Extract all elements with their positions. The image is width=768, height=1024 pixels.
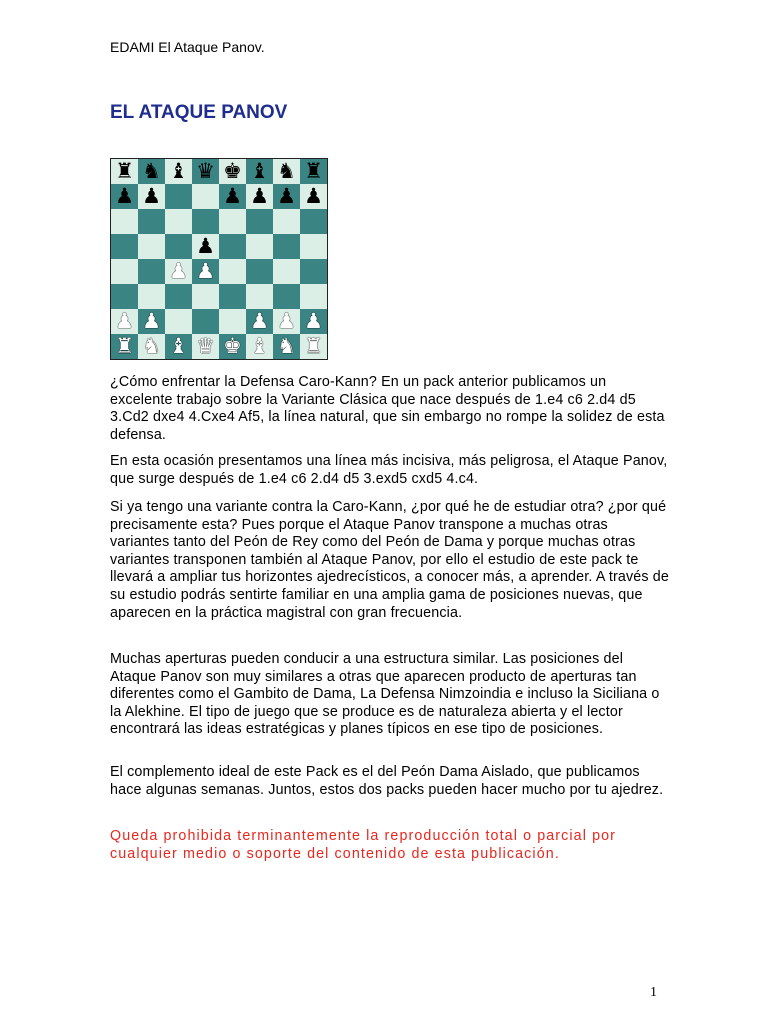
- paragraph-3: Si ya tengo una variante contra la Caro-Kann, ¿por qué he de estudiar otra? ¿por qué precisamente esta? Pues porque el Ataque Panov transpone a muchas otras variantes tanto del Peón de Rey como del Peón de Dama y porque muchas otras variantes transponen también al Ataque Panov, por ello el estudio de este pack te llevará a ampliar tus horizontes ajedrecísticos, a conocer más, a aprender. A través de su estudio podrás sentirte familiar en una amplia gama de posiciones nuevas, que aparecen en la práctica magistral con gran frecuencia.: [110, 499, 669, 621]
- paragraph-1: ¿Cómo enfrentar la Defensa Caro-Kann? En un pack anterior publicamos un excelente trabajo sobre la Variante Clásica que nace después de 1.e4 c6 2.d4 d5 3.Cd2 dxe4 4.Cxe4 Af5, la línea natural, que sin embargo no rompe la solidez de esta defensa.: [110, 374, 665, 443]
- black-king-icon-e8: ♚: [219, 159, 246, 184]
- board-square-g5: [273, 234, 300, 259]
- board-square-g4: [273, 259, 300, 284]
- black-pawn-icon-e7: ♟: [219, 184, 246, 209]
- chess-board-diagram: [110, 158, 328, 360]
- board-square-c2: [165, 309, 192, 334]
- white-pawn-icon-d4: ♟: [192, 259, 219, 284]
- white-pawn-icon-a2: ♟: [111, 309, 138, 334]
- white-queen-icon-d1: ♛: [192, 334, 219, 359]
- board-square-f5: [246, 234, 273, 259]
- white-king-icon-e1: ♚: [219, 334, 246, 359]
- board-square-b6: [138, 209, 165, 234]
- black-pawn-icon-f7: ♟: [246, 184, 273, 209]
- board-square-e3: [219, 284, 246, 309]
- black-bishop-icon-f8: ♝: [246, 159, 273, 184]
- black-bishop-icon-c8: ♝: [165, 159, 192, 184]
- board-square-d3: [192, 284, 219, 309]
- board-square-a3: [111, 284, 138, 309]
- board-square-h5: [300, 234, 327, 259]
- board-square-a4: [111, 259, 138, 284]
- board-square-f6: [246, 209, 273, 234]
- white-pawn-icon-b2: ♟: [138, 309, 165, 334]
- black-pawn-icon-b7: ♟: [138, 184, 165, 209]
- board-square-h3: [300, 284, 327, 309]
- board-square-e6: [219, 209, 246, 234]
- black-pawn-icon-g7: ♟: [273, 184, 300, 209]
- paragraph-5: El complemento ideal de este Pack es el del Peón Dama Aislado, que publicamos hace algunas semanas. Juntos, estos dos packs pueden hacer mucho por tu ajedrez.: [110, 764, 664, 798]
- white-pawn-icon-g2: ♟: [273, 309, 300, 334]
- white-pawn-icon-h2: ♟: [300, 309, 327, 334]
- black-queen-icon-d8: ♛: [192, 159, 219, 184]
- white-rook-icon-h1: ♜: [300, 334, 327, 359]
- board-square-c7: [165, 184, 192, 209]
- board-square-f4: [246, 259, 273, 284]
- black-pawn-icon-d5: ♟: [192, 234, 219, 259]
- white-bishop-icon-f1: ♝: [246, 334, 273, 359]
- board-square-c3: [165, 284, 192, 309]
- board-square-a5: [111, 234, 138, 259]
- board-square-d2: [192, 309, 219, 334]
- board-square-b5: [138, 234, 165, 259]
- board-square-a6: [111, 209, 138, 234]
- paragraph-2: En esta ocasión presentamos una línea más incisiva, más peligrosa, el Ataque Panov, que surge después de 1.e4 c6 2.d4 d5 3.exd5 cxd5 4.c4.: [110, 453, 668, 487]
- running-header: EDAMI El Ataque Panov.: [110, 39, 265, 55]
- board-square-h4: [300, 259, 327, 284]
- board-square-h6: [300, 209, 327, 234]
- white-pawn-icon-c4: ♟: [165, 259, 192, 284]
- white-bishop-icon-c1: ♝: [165, 334, 192, 359]
- board-square-b3: [138, 284, 165, 309]
- page-number: 1: [650, 985, 657, 1000]
- black-knight-icon-g8: ♞: [273, 159, 300, 184]
- paragraph-4: Muchas aperturas pueden conducir a una estructura similar. Las posiciones del Ataque Panov son muy similares a otras que aparecen producto de aperturas tan diferentes como el Gambito de Dama, La Defensa Nimzoindia e incluso la Siciliana o la Alekhine. El tipo de juego que se produce es de naturaleza abierta y el lector encontrará las ideas estratégicas y planes típicos en ese tipo de posiciones.: [110, 651, 660, 738]
- board-square-c5: [165, 234, 192, 259]
- black-knight-icon-b8: ♞: [138, 159, 165, 184]
- board-square-d7: [192, 184, 219, 209]
- board-square-f3: [246, 284, 273, 309]
- board-square-e2: [219, 309, 246, 334]
- black-rook-icon-a8: ♜: [111, 159, 138, 184]
- black-pawn-icon-a7: ♟: [111, 184, 138, 209]
- board-square-g6: [273, 209, 300, 234]
- white-rook-icon-a1: ♜: [111, 334, 138, 359]
- white-knight-icon-b1: ♞: [138, 334, 165, 359]
- white-pawn-icon-f2: ♟: [246, 309, 273, 334]
- black-pawn-icon-h7: ♟: [300, 184, 327, 209]
- white-knight-icon-g1: ♞: [273, 334, 300, 359]
- board-square-e5: [219, 234, 246, 259]
- board-square-e4: [219, 259, 246, 284]
- copyright-notice: Queda prohibida terminantemente la reproducción total o parcial por cualquier medio o soporte del contenido de esta publicación.: [110, 828, 617, 862]
- board-square-c6: [165, 209, 192, 234]
- document-title: EL ATAQUE PANOV: [110, 102, 288, 123]
- black-rook-icon-h8: ♜: [300, 159, 327, 184]
- board-square-g3: [273, 284, 300, 309]
- board-square-b4: [138, 259, 165, 284]
- board-square-d6: [192, 209, 219, 234]
